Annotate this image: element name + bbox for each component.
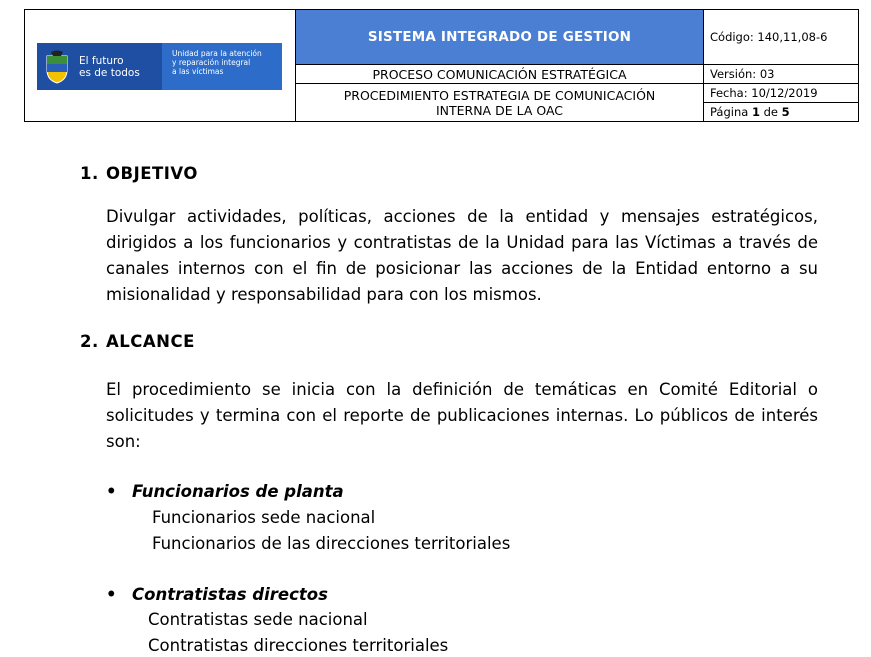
procedure-name-line2: INTERNA DE LA OAC [435,102,564,118]
page-number [704,103,859,122]
objective-text: Divulgar actividades, políticas, acciones de la entidad y mensajes estratégicos, dirigidos a los funcionarios y contratistas de la Unidad para las Víctimas a través de canales internos con el fin de posicionar las acciones de la Entidad entorno a su misionalidad y responsabilidad para con los mismos. [106,207,818,304]
group-title-funcionarios [106,482,344,501]
logo-unit-line1: Unidad para la atención [172,49,262,58]
logo-unit-line3: a las víctimas [172,67,224,76]
page-of: de [763,105,778,119]
list-item: Contratistas direcciones territoriales [148,636,449,655]
logo-tagline-line2: es de todos [79,66,140,79]
logo-tagline [79,55,140,79]
scope-text: El procedimiento se inicia con la definición de temáticas en Comité Editorial o solicitudes y termina con el reporte de publicaciones internas. Lo públicos de interés son: [106,380,818,451]
bullet-icon: • [106,482,117,501]
page-current: 1 [751,105,760,119]
page-label: Página [710,105,749,119]
system-title: SISTEMA INTEGRADO DE GESTION [296,10,704,65]
document-code: Código: 140,11,08-6 [704,10,859,65]
group-title-contratistas [106,585,328,604]
logo-unit-line2: y reparación integral [172,58,251,67]
objective-heading [80,164,198,183]
logo-tagline-line1: El futuro [79,54,124,67]
document-date: Fecha: 10/12/2019 [704,84,859,103]
list-item: Funcionarios de las direcciones territoriales [152,534,511,553]
group-title-text: Funcionarios de planta [132,482,344,501]
page-total: 5 [781,105,790,119]
entity-logo [37,43,282,90]
objective-number: 1. [80,164,99,183]
group-title-text: Contratistas directos [132,585,328,604]
objective-title: OBJETIVO [106,164,198,183]
bullet-icon: • [106,585,117,604]
logo-cell [25,10,296,122]
process-name: PROCESO COMUNICACIÓN ESTRATÉGICA [296,65,704,84]
list-item: Funcionarios sede nacional [152,508,376,527]
scope-title: ALCANCE [106,332,195,351]
scope-number: 2. [80,332,99,351]
procedure-name [296,84,704,122]
scope-heading [80,332,195,351]
procedure-name-line1: PROCEDIMIENTO ESTRATEGIA DE COMUNICACIÓN [343,87,656,103]
list-item: Contratistas sede nacional [148,610,368,629]
logo-left-block [37,43,162,90]
logo-unit-block [162,43,282,90]
document-version: Versión: 03 [704,65,859,84]
coat-of-arms-icon [43,50,71,84]
document-header-table [24,9,859,122]
